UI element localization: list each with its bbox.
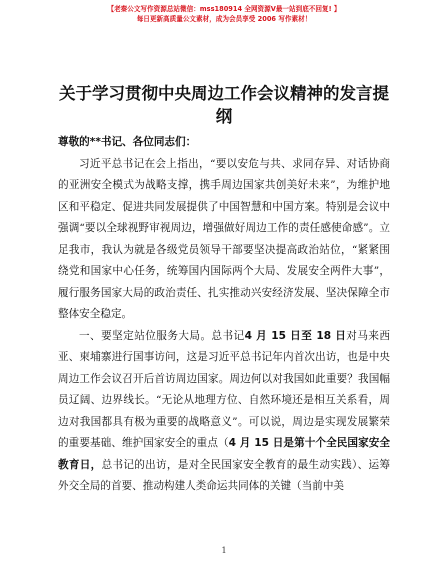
visit-dates: 4 月 15 日至 18 日 [244,329,347,342]
paragraph-2 [58,326,390,498]
banner-line-1: 【老秦公文写作资源总站微信：mss180914 全网资源V最一站到底不回复! 】 [107,5,341,13]
paragraph-1: 习近平总书记在会上指出，“要以安危与共、求同存异、对话协商的亚洲安全模式为战略支撑，携手周边国家共创美好未来”，为维护地区和平稳定、促进共同发展提供了中国智慧和中国方案。特别是会议中强调“要以全球视野审视周边，增强做好周边工作的责任感使命感”。立足我市，我认为就是各级党员领导干部要坚决提高政治站位，“紧紧围绕党和国家中心任务，统筹国内国际两个大局、发展安全两件大事”，履行服务国家大局的政治责任、扎实推动兴安经济发展、坚决保障全市整体安全稳定。 [58,157,390,320]
page-number: 1 [221,546,227,555]
header-banner [0,4,448,24]
document-body [58,132,390,498]
document-title: 关于学习贯彻中央周边工作会议精神的发言提纲 [59,84,389,126]
paragraph-2-text-2: 对马来西亚、柬埔寨进行国事访问，这是习近平总书记年内首次出访，也是中央周边工作会议召开后首访周边国家。周边何以对我国如此重要？我国幅员辽阔、边界线长。“无论从地理方位、自然环境还是相互关系看，周边对我国都具有极为重要的战略意义”。可以说，周边是实现发展繁荣的重要基础、维护国家安全的重点（ [58,329,391,449]
paragraph-2-text-3: 总书记的出访，是对全民国家安全教育的最生动实践）、运筹外交全局的首要、推动构建人类命运共同体的关键（当前中美 [58,458,390,492]
greeting: 尊敬的**书记、各位同志们： [58,136,197,148]
paragraph-2-text-1: 一、要坚定站位服务大局。总书记 [79,329,245,342]
banner-line-2: 每日更新高质量公文素材，成为会员享受 2006 写作素材！ [136,15,312,23]
security-day-note: 4 月 15 日是第十个全民国家安全教育日， [58,437,390,471]
